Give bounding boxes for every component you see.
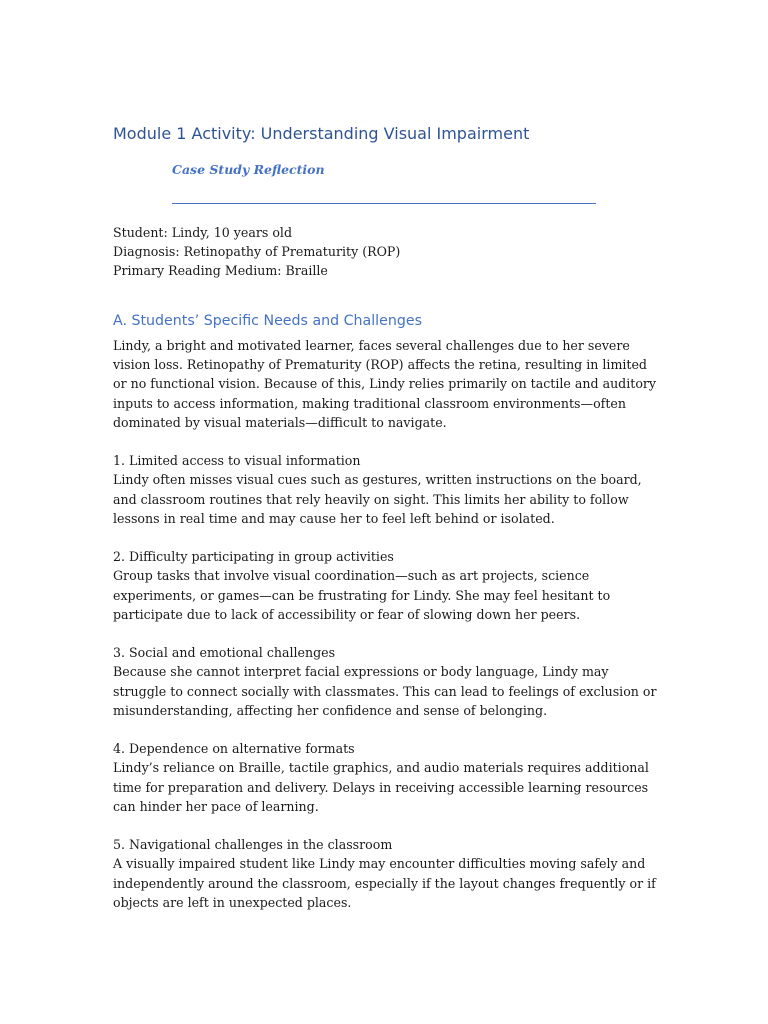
list-item-text: Lindy often misses visual cues such as gestures, written instructions on the board, and classroom routines that rely heavily on sight. This limits her ability to follow lessons in real time and may cause her to feel left behind or isolated. bbox=[113, 472, 642, 526]
list-item bbox=[113, 547, 658, 624]
diagnosis-info-line: Diagnosis: Retinopathy of Prematurity (ROP) bbox=[113, 244, 401, 260]
list-item bbox=[113, 643, 658, 720]
list-item-text: Lindy’s reliance on Braille, tactile graphics, and audio materials requires additional time for preparation and delivery. Delays in receiving accessible learning resources can hinder her pace of learning. bbox=[113, 760, 649, 814]
list-item-title: 4. Dependence on alternative formats bbox=[113, 741, 355, 757]
subtitle-divider bbox=[172, 203, 596, 204]
list-item-title: 3. Social and emotional challenges bbox=[113, 645, 336, 661]
section-a-content bbox=[113, 336, 658, 931]
list-item-text: Group tasks that involve visual coordination—such as art projects, science experiments, or games—can be frustrating for Lindy. She may feel hesitant to participate due to lack of accessibility or fear of slowing down her peers. bbox=[113, 568, 611, 622]
student-info-line: Student: Lindy, 10 years old bbox=[113, 225, 293, 240]
list-item bbox=[113, 835, 658, 912]
reading-medium-info-line: Primary Reading Medium: Braille bbox=[113, 263, 328, 279]
section-a-intro: Lindy, a bright and motivated learner, faces several challenges due to her severe vision loss. Retinopathy of Prematurity (ROP) affects the retina, resulting in limited or no functional vision. Because of this, Lindy relies primarily on tactile and auditory inputs to access information, making traditional classroom environments—often dominated by visual materials—difficult to navigate. bbox=[113, 338, 657, 430]
student-info bbox=[113, 223, 673, 281]
list-item-text: Because she cannot interpret facial expressions or body language, Lindy may struggle to connect socially with classmates. This can lead to feelings of exclusion or misunderstanding, affecting her confidence and sense of belonging. bbox=[113, 664, 657, 718]
list-item bbox=[113, 739, 658, 816]
list-item-title: 2. Difficulty participating in group activities bbox=[113, 549, 394, 565]
list-item bbox=[113, 451, 658, 528]
list-item-title: 1. Limited access to visual information bbox=[113, 453, 361, 469]
list-item-title: 5. Navigational challenges in the classroom bbox=[113, 837, 393, 853]
document-title: Module 1 Activity: Understanding Visual Impairment bbox=[113, 124, 530, 143]
document-subtitle: Case Study Reflection bbox=[172, 162, 325, 177]
list-item-text: A visually impaired student like Lindy may encounter difficulties moving safely and independently around the classroom, especially if the layout changes frequently or if objects are left in unexpected places. bbox=[113, 856, 656, 910]
section-a-heading: A. Students’ Specific Needs and Challenges bbox=[113, 313, 422, 329]
